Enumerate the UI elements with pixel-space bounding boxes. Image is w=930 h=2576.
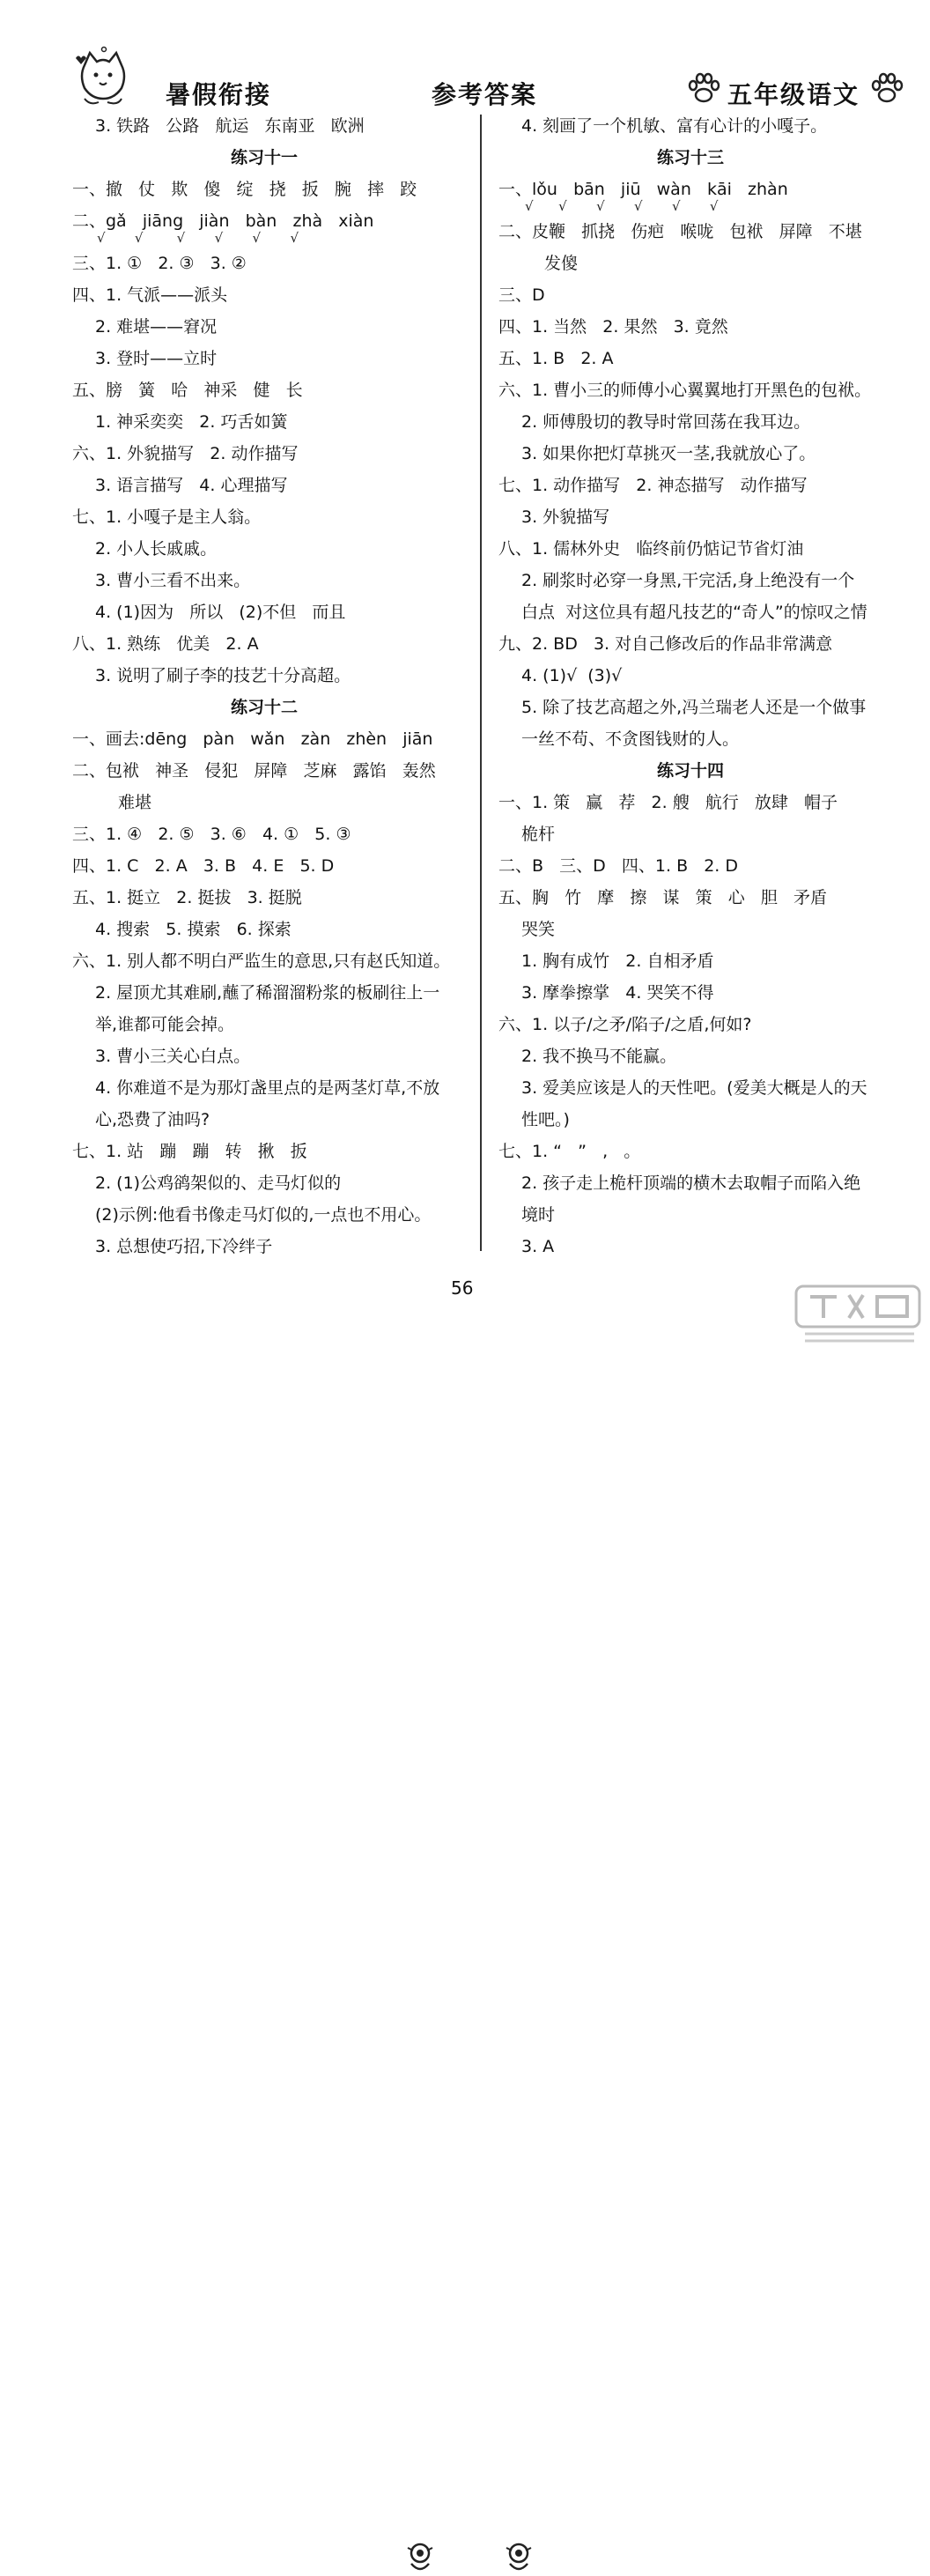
answer-line: 一、lǒu bān jiū wàn kāi zhàn [498, 180, 788, 199]
answer-line: 哭笑 [521, 920, 556, 939]
answer-line: 五、1. 挺立 2. 挺拔 3. 挺脱 [72, 888, 302, 907]
answer-line: 白点 对这位具有超凡技艺的“奇人”的惊叹之情 [521, 603, 867, 622]
answer-line: 2. 师傅殷切的教导时常回荡在我耳边。 [521, 412, 811, 432]
answer-line: 八、1. 熟练 优美 2. A [72, 634, 259, 654]
watermark-logo [793, 1283, 925, 1350]
answer-line: 4. 你难道不是为那灯盏里点的是两茎灯草,不放 [95, 1078, 440, 1098]
answer-line: 3. 铁路 公路 航运 东南亚 欧洲 [95, 116, 365, 136]
answer-line: 4. (1)因为 所以 (2)不但 而且 [95, 603, 346, 622]
answer-line: 举,谁都可能会掉。 [95, 1015, 235, 1034]
paw-icon [868, 70, 905, 107]
answer-line: 桅杆 [521, 825, 556, 844]
answer-line: 难堪 [118, 793, 152, 812]
section-heading: 练习十二 [231, 698, 299, 717]
answer-line: 3. 总想使巧招,下冷绊子 [95, 1237, 273, 1256]
answer-line: 3. 曹小三看不出来。 [95, 571, 251, 590]
answer-line: 性吧。) [521, 1110, 570, 1129]
answer-line: 5. 除了技艺高超之外,冯兰瑞老人还是一个做事 [521, 698, 867, 717]
answer-line: 二、gǎ jiāng jiàn bàn zhà xiàn [72, 211, 374, 231]
answer-line: 3. 外貌描写 [521, 507, 610, 527]
answer-line: 四、1. 气派——派头 [72, 285, 228, 305]
answer-line: 六、1. 别人都不明白严监生的意思,只有赵氏知道。 [72, 951, 451, 971]
answer-line: 2. 小人长戚戚。 [95, 539, 218, 559]
answer-line: 一、撤 仗 欺 傻 绽 挠 扳 腕 摔 跤 [72, 180, 417, 199]
answer-line: 2. 难堪——窘况 [95, 317, 218, 337]
answer-line: 2. 我不换马不能赢。 [521, 1047, 677, 1066]
answer-line: 一、画去:dēng pàn wǎn zàn zhèn jiān [72, 729, 433, 749]
cat-mascot-icon [72, 46, 134, 107]
flower-icon [401, 2537, 439, 2576]
answer-line: 五、膀 簧 哈 神采 健 长 [72, 381, 303, 400]
answer-line: 三、D [498, 285, 545, 305]
paw-icon [685, 70, 722, 107]
answer-line: 二、包袱 神圣 侵犯 屏障 芝麻 露馅 轰然 [72, 761, 436, 781]
answer-line: 4. (1)√ (3)√ [521, 666, 623, 685]
answer-line: 四、1. C 2. A 3. B 4. E 5. D [72, 856, 335, 876]
answer-line: 3. 说明了刷子李的技艺十分高超。 [95, 666, 351, 685]
answer-line: 1. 胸有成竹 2. 自相矛盾 [521, 951, 714, 971]
answer-line: 境时 [521, 1205, 556, 1225]
answer-line: 2. 屋顶尤其难刷,蘸了稀溜溜粉浆的板刷往上一 [95, 983, 440, 1003]
answer-line: 2. 孩子走上桅杆顶端的横木去取帽子而陷入绝 [521, 1173, 861, 1193]
answer-line: 2. 刷浆时必穿一身黑,干完活,身上绝没有一个 [521, 571, 855, 590]
answer-line: 六、1. 外貌描写 2. 动作描写 [72, 444, 299, 463]
answer-line: 三、1. ④ 2. ⑤ 3. ⑥ 4. ① 5. ③ [72, 825, 351, 844]
answer-line: 心,恐费了油吗? [95, 1110, 210, 1129]
answer-line: 二、B 三、D 四、1. B 2. D [498, 856, 739, 876]
header-right-title: 五年级语文 [727, 80, 860, 109]
answer-line: 3. 摩拳擦掌 4. 哭笑不得 [521, 983, 714, 1003]
answer-line: 发傻 [544, 254, 579, 273]
answer-line: 3. 如果你把灯草挑灭一茎,我就放心了。 [521, 444, 816, 463]
answer-line: 六、1. 以子/之矛/陷子/之盾,何如? [498, 1015, 752, 1034]
answer-line: 五、1. B 2. A [498, 349, 614, 368]
page-header [0, 0, 930, 115]
answer-line: 五、胸 竹 摩 擦 谋 策 心 胆 矛盾 [498, 888, 827, 907]
answer-line: 一、1. 策 赢 荐 2. 艘 航行 放肆 帽子 [498, 793, 838, 812]
answer-line: 3. 语言描写 4. 心理描写 [95, 476, 288, 495]
flower-icon [499, 2537, 538, 2576]
section-heading: 练习十三 [657, 148, 725, 167]
answer-line: 3. 爱美应该是人的天性吧。(爱美大概是人的天 [521, 1078, 867, 1098]
answer-line: 九、2. BD 3. 对自己修改后的作品非常满意 [498, 634, 833, 654]
header-center-title: 参考答案 [432, 80, 538, 109]
answer-line: 三、1. ① 2. ③ 3. ② [72, 254, 247, 273]
column-divider [480, 115, 482, 1251]
check-marks-row: √ √ √ √ √ √ [525, 198, 719, 214]
answer-line: 1. 神采奕奕 2. 巧舌如簧 [95, 412, 288, 432]
answer-line: 3. 登时——立时 [95, 349, 218, 368]
answer-line: 六、1. 曹小三的师傅小心翼翼地打开黑色的包袱。 [498, 381, 872, 400]
answer-line: 七、1. 小嘎子是主人翁。 [72, 507, 262, 527]
answer-line: 七、1. 站 蹦 蹦 转 揪 扳 [72, 1142, 307, 1161]
answer-line: 2. (1)公鸡鹆架似的、走马灯似的 [95, 1173, 342, 1193]
header-left-title: 暑假衔接 [166, 80, 272, 109]
answer-line: 二、皮鞭 抓挠 伤疤 喉咙 包袱 屏障 不堪 [498, 222, 862, 241]
answer-line: 3. A [521, 1237, 555, 1256]
section-heading: 练习十一 [231, 148, 299, 167]
answer-line: (2)示例:他看书像走马灯似的,一点也不用心。 [95, 1205, 432, 1225]
answer-line: 一丝不苟、不贪图钱财的人。 [521, 729, 740, 749]
section-heading: 练习十四 [657, 761, 725, 781]
answer-line: 四、1. 当然 2. 果然 3. 竟然 [498, 317, 728, 337]
answer-line: 4. 搜索 5. 摸索 6. 探索 [95, 920, 292, 939]
page-number: 56 [451, 1277, 474, 1299]
check-marks-row: √ √ √ √ √ √ [97, 230, 299, 246]
answer-line: 3. 曹小三关心白点。 [95, 1047, 251, 1066]
answer-line: 七、1. 动作描写 2. 神态描写 动作描写 [498, 476, 808, 495]
answer-line: 七、1. “ ” , 。 [498, 1142, 641, 1161]
answer-line: 4. 刻画了一个机敏、富有心计的小嘎子。 [521, 116, 828, 136]
answer-line: 八、1. 儒林外史 临终前仍惦记节省灯油 [498, 539, 804, 559]
